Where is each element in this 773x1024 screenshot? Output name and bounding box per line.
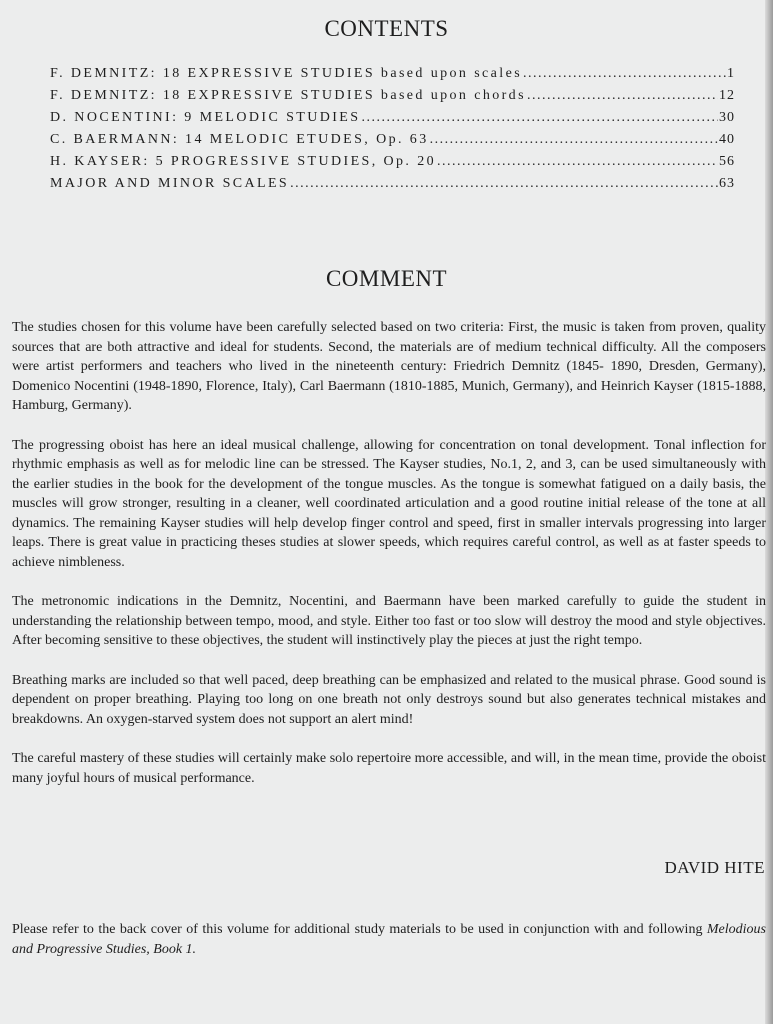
comment-paragraph: Breathing marks are included so that well paced, deep breathing can be emphasized and related to the musical phrase. Good sound is dependent on proper breathing. Playing too long on one breath not only destroys sound but also generates technical mistakes and breakdowns. An oxygen-starved system does not support an alert mind! bbox=[12, 672, 766, 727]
comment-paragraph: The careful mastery of these studies will certainly make solo repertoire more accessible, and will, in the mean time, provide the oboist many joyful hours of musical performance. bbox=[12, 751, 766, 786]
toc-entry-title: H. KAYSER: 5 PROGRESSIVE STUDIES, Op. 20 bbox=[50, 154, 437, 169]
toc-leader-dots bbox=[437, 154, 718, 170]
toc-entry-page: 12 bbox=[719, 88, 735, 103]
toc-entry[interactable] bbox=[50, 66, 735, 88]
toc-entry[interactable] bbox=[50, 176, 735, 198]
toc-entry-title: F. DEMNITZ: 18 EXPRESSIVE STUDIES based upon scales bbox=[50, 66, 523, 81]
toc-entry-title: MAJOR AND MINOR SCALES bbox=[50, 176, 290, 191]
contents-heading: CONTENTS bbox=[324, 16, 449, 41]
comment-paragraph: The metronomic indications in the Demnitz, Nocentini, and Baermann have been marked carefully to guide the student in understanding the relationship between tempo, mood, and style. Either too fast or too slow will destroy the mood and style objectives. After becoming sensitive to these objectives, the student will instinctively play the pieces at just the right tempo. bbox=[12, 594, 766, 648]
comment-body bbox=[12, 318, 766, 808]
back-cover-note bbox=[12, 920, 766, 960]
toc-entry-page: 63 bbox=[719, 176, 735, 191]
toc-entry-page: 40 bbox=[719, 132, 735, 147]
toc-entry-title: F. DEMNITZ: 18 EXPRESSIVE STUDIES based upon chords bbox=[50, 88, 526, 103]
toc-entry-page: 1 bbox=[727, 66, 735, 81]
toc-leader-dots bbox=[527, 88, 718, 104]
note-text: Please refer to the back cover of this volume for additional study materials to be used in conjunction with and following bbox=[12, 922, 707, 937]
toc-leader-dots bbox=[523, 66, 726, 82]
toc-leader-dots bbox=[361, 110, 718, 126]
toc-entry[interactable] bbox=[50, 154, 735, 176]
comment-heading: COMMENT bbox=[325, 266, 448, 291]
toc-entry-page: 30 bbox=[719, 110, 735, 125]
toc-entry[interactable] bbox=[50, 132, 735, 154]
page-edge-shadow bbox=[765, 0, 773, 1024]
author-signature: DAVID HITE bbox=[664, 858, 765, 877]
comment-paragraph: The progressing oboist has here an ideal musical challenge, allowing for concentration on tonal development. Tonal inflection for rhythmic emphasis as well as for melodic line can be stressed. The Kayser studies, No.1, 2, and 3, can be used simultaneously with the earlier studies in the book for the development of the tongue muscles. As the tongue is somewhat fatigued on a daily basis, the muscles will grow stronger, resulting in a cleaner, well coordinated articulation and a good routine initial release of the tone at all dynamics. The remaining Kayser studies will help develop finger control and speed, first in smaller intervals progressing into larger leaps. There is great value in practicing theses studies at slower speeds, which requires careful control, as well as at faster speeds to achieve nimbleness. bbox=[12, 437, 766, 570]
toc-leader-dots bbox=[290, 176, 718, 192]
toc-leader-dots bbox=[430, 132, 718, 148]
table-of-contents bbox=[50, 66, 735, 198]
note-book-title: Melodious and Progressive Studies, Book 1. bbox=[12, 922, 766, 957]
toc-entry[interactable] bbox=[50, 110, 735, 132]
toc-entry-title: D. NOCENTINI: 9 MELODIC STUDIES bbox=[50, 110, 361, 125]
toc-entry-page: 56 bbox=[719, 154, 735, 169]
toc-entry[interactable] bbox=[50, 88, 735, 110]
comment-paragraph: The studies chosen for this volume have been carefully selected based on two criteria: First, the music is taken from proven, quality sources that are both attractive and ideal for students. Second, the materials are of medium technical difficulty. All the composers were artist performers and teachers who lived in the nineteenth century: Friedrich Demnitz (1845- 1890, Dresden, Germany), Domenico Nocentini (1948-1890, Florence, Italy), Carl Baermann (1810-1885, Munich, Germany), and Heinrich Kayser (1815-1888, Hamburg, Germany). bbox=[12, 320, 766, 413]
toc-entry-title: C. BAERMANN: 14 MELODIC ETUDES, Op. 63 bbox=[50, 132, 429, 147]
